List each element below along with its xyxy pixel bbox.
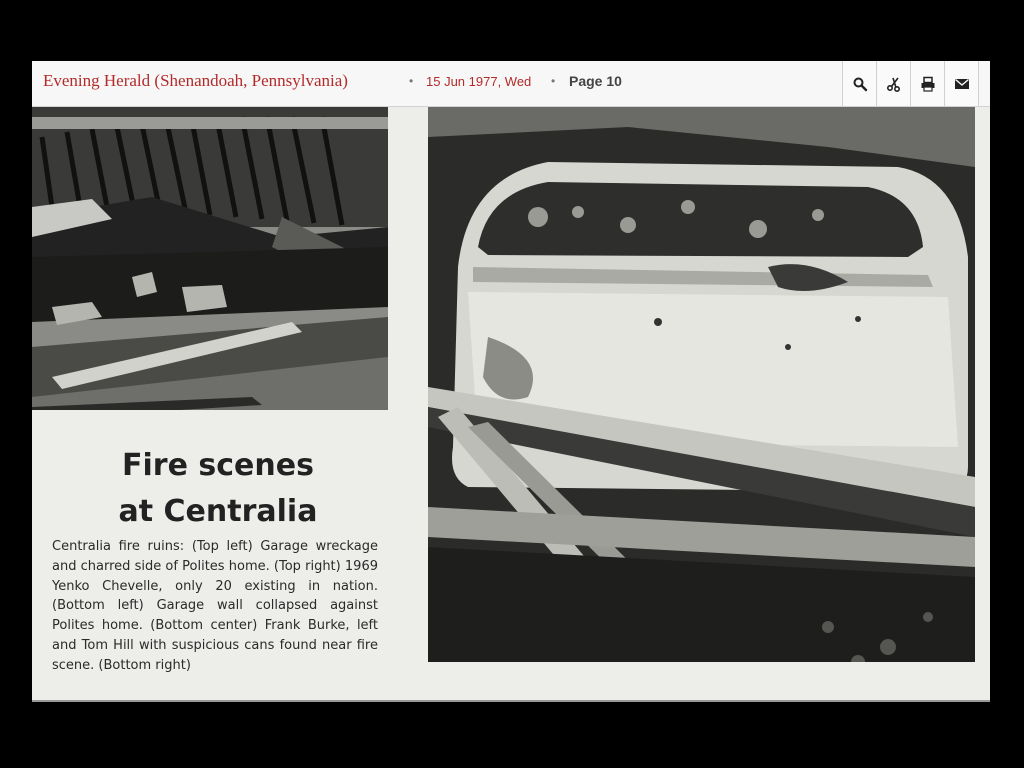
separator-dot: •	[409, 74, 414, 88]
publication-title[interactable]: Evening Herald (Shenandoah, Pennsylvania)	[43, 71, 348, 90]
headline-line-2: at Centralia	[118, 494, 318, 529]
email-button[interactable]	[944, 61, 979, 106]
toolbar	[842, 61, 979, 106]
newspaper-page[interactable]	[32, 107, 990, 702]
search-icon	[852, 76, 868, 92]
headline-line-1: Fire scenes	[122, 448, 314, 483]
photo-burned-chevelle	[428, 107, 975, 679]
page-number[interactable]: Page 10	[569, 73, 622, 89]
clip-button[interactable]	[876, 61, 910, 106]
print-button[interactable]	[910, 61, 944, 106]
article-caption: Centralia fire ruins: (Top left) Garage wreckage and charred side of Polites home. (Top right) 1969 Yenko Chevelle, only 20 existing in nation. (Bottom left) Garage wall collapsed against Polites home. (Bottom center) Frank Burke, left and Tom Hill with suspicious cans found near fire scene. (Bottom right)	[52, 539, 378, 673]
newspaper-viewer	[32, 61, 990, 702]
search-button[interactable]	[842, 61, 876, 106]
page-divider	[32, 700, 990, 702]
issue-date[interactable]: 15 Jun 1977, Wed	[426, 74, 532, 89]
clip-icon	[886, 76, 902, 92]
article-headline	[44, 443, 392, 535]
mail-icon	[954, 76, 970, 92]
viewer-header	[32, 61, 990, 107]
separator-dot: •	[551, 74, 556, 88]
photo-garage-wreckage	[32, 107, 388, 423]
print-icon	[920, 76, 936, 92]
